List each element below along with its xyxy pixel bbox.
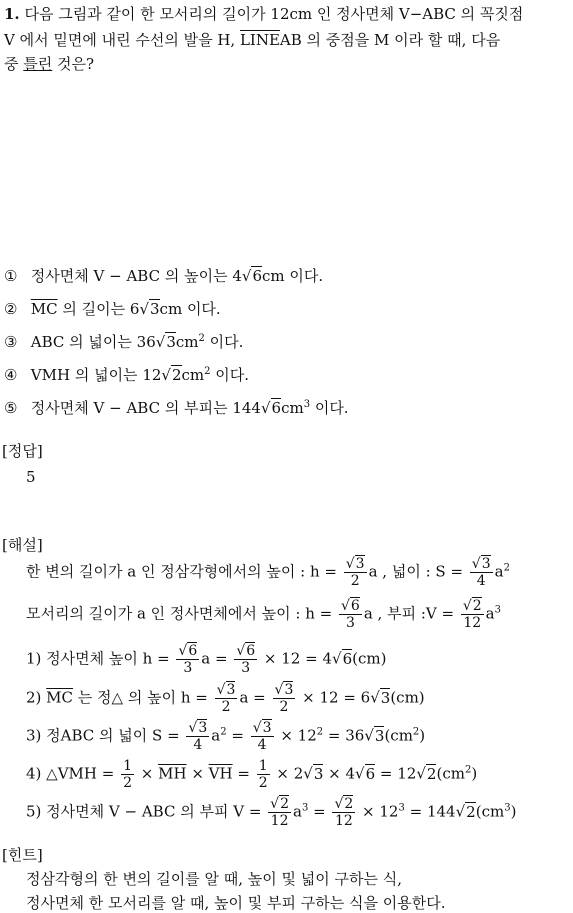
choice-5: ⑤ 정사면체 V − ABC 의 부피는 $144√6cm^3$ 이다. bbox=[4, 399, 349, 417]
choice-2-radicand: 3 bbox=[150, 300, 160, 318]
fraction: $\frac{√2}{12}$ bbox=[270, 796, 289, 829]
question-line-1 bbox=[4, 4, 523, 24]
choice-4: ④ VMH 의 넓이는 $12√2cm^2$ 이다. bbox=[4, 366, 250, 384]
underlined-word: 틀린 bbox=[23, 55, 53, 73]
question-text-2a: V 에서 밑면에 내린 수선의 발을 H, bbox=[4, 31, 240, 49]
step1-d: (cm) bbox=[352, 649, 387, 668]
choice-4-radicand: 2 bbox=[171, 366, 182, 384]
step5-a: 5) 정사면체 V − ABC 의 부피 V = bbox=[26, 802, 267, 821]
choice-4-tail: 이다. bbox=[210, 366, 250, 384]
step3-f: (cm bbox=[384, 726, 413, 745]
choice-4-post: cm bbox=[181, 366, 205, 384]
hint-line-1: 정삼각형의 한 변의 길이를 알 때, 높이 및 넓이 구하는 식, bbox=[26, 870, 402, 888]
choice-3-post: cm bbox=[175, 333, 199, 351]
choice-1-post: cm 이다. bbox=[261, 267, 324, 285]
step3-d: × 12 bbox=[275, 726, 317, 745]
fraction: $\frac{√2}{12}$ bbox=[462, 598, 482, 631]
step4-segment-vh: $\overline{VH}$ bbox=[208, 764, 233, 783]
step3-a: 3) 정ABC 의 넓이 S = bbox=[26, 726, 185, 745]
step4-d: = bbox=[232, 764, 255, 783]
step1-c: × 12 = 4 bbox=[259, 649, 332, 668]
choice-1-pre: 정사면체 V − ABC 의 높이는 4 bbox=[30, 267, 242, 285]
step5-f: (cm bbox=[475, 802, 505, 821]
explanation-step-5: 5) 정사면체 V − ABC 의 부피 V = $\frac{√2}{12}$ $a^3$ = $\frac{√2}{12}$ × $12^3 = 144√2(cm^3)$ bbox=[26, 796, 517, 829]
question-text-1: 다음 그림과 같이 한 모서리의 길이가 12cm 인 정사면체 V−ABC 의 꼭짓점 bbox=[24, 5, 524, 23]
fraction: $\frac{1}{2}$ bbox=[258, 758, 268, 791]
step4-c: × bbox=[186, 764, 209, 783]
step4-segment-mh: $\overline{MH}$ bbox=[158, 764, 187, 783]
choice-5-mark: ⑤ bbox=[4, 399, 18, 417]
choice-3: ③ ABC 의 넓이는 $36√3cm^2$ 이다. bbox=[4, 333, 244, 351]
explanation-step-1: 1) 정사면체 높이 h = $\frac{√6}{3}$ a = $\frac{√6}{3}$ × 12 = 4√6(cm) bbox=[26, 643, 387, 676]
explanation-line-2: 모서리의 길이가 a 인 정사면체에서 높이 : h = $\frac{√6}{3}$ a , 부피 :V = $\frac{√2}{12}$ $a^3$ bbox=[26, 598, 501, 631]
choice-4-exponent: 2 bbox=[204, 366, 211, 377]
question-number: 1. bbox=[4, 5, 20, 23]
choice-3-exponent: 2 bbox=[198, 333, 205, 344]
fraction: $\frac{√3}{4}$ bbox=[188, 720, 208, 753]
choice-1-mark: ① bbox=[4, 267, 18, 285]
step5-b: a bbox=[293, 802, 302, 821]
choice-4-mark: ④ bbox=[4, 366, 18, 384]
step3-g: ) bbox=[419, 726, 426, 745]
fraction: $\frac{√3}{2}$ bbox=[216, 682, 236, 715]
exp2-a: 모서리의 길이가 a 인 정사면체에서 높이 : h = bbox=[26, 604, 337, 623]
question-line-3 bbox=[4, 54, 94, 74]
step2-e: (cm) bbox=[390, 688, 425, 707]
question-text-2b: AB 의 중점을 M 이라 할 때, 다음 bbox=[279, 31, 501, 49]
step3-c: = bbox=[226, 726, 249, 745]
fraction: $\frac{√3}{4}$ bbox=[252, 720, 272, 753]
step1-a: 1) 정사면체 높이 h = bbox=[26, 649, 175, 668]
step1-b: a = bbox=[201, 649, 233, 668]
choice-5-pre: 정사면체 V − ABC 의 부피는 144 bbox=[30, 399, 261, 417]
step5-c: = bbox=[308, 802, 331, 821]
question-line-2 bbox=[4, 30, 500, 50]
explanation-step-4: 4) △VMH = $\frac{1}{2}$ × $\overline{MH} \times \overline{VH}$ = $\frac{1}{2}$ × $2√3 \times 4√6 = 12√2(cm^2)$ bbox=[26, 758, 478, 791]
choice-3-mark: ③ bbox=[4, 333, 18, 351]
step2-a: 2) bbox=[26, 688, 47, 707]
choice-5-exponent: 3 bbox=[303, 399, 311, 410]
fraction: $\frac{√3}{2}$ bbox=[345, 556, 365, 589]
explanation-label: [해설] bbox=[2, 536, 43, 554]
choice-1-radicand: 6 bbox=[252, 267, 262, 285]
fraction: $\frac{√3}{4}$ bbox=[471, 556, 491, 589]
hint-label: [힌트] bbox=[2, 846, 43, 864]
exp1-a: 한 변의 길이가 a 인 정삼각형에서의 높이 : h = bbox=[26, 562, 342, 581]
fraction: $\frac{1}{2}$ bbox=[123, 758, 132, 791]
choice-3-pre: ABC 의 넓이는 36 bbox=[30, 333, 156, 351]
explanation-step-2: 2) $\overline{MC}$ 는 정△ 의 높이 h = $\frac{√3}{2}$ a = $\frac{√3}{2}$ × 12 = 6√3(cm) bbox=[26, 682, 425, 715]
fraction: $\frac{√3}{2}$ bbox=[274, 682, 294, 715]
step4-b: × bbox=[136, 764, 159, 783]
exp2-c: a bbox=[485, 604, 495, 623]
fraction: $\frac{√2}{12}$ bbox=[334, 796, 354, 829]
step4-e: × 2 bbox=[271, 764, 304, 783]
choice-5-radicand: 6 bbox=[271, 399, 282, 417]
step5-g: ) bbox=[510, 802, 517, 821]
choice-4-pre: VMH 의 넓이는 12 bbox=[30, 366, 162, 384]
choice-2-segment: $\overline{MC}$ bbox=[30, 300, 58, 318]
step4-f: × 4 bbox=[323, 764, 356, 783]
choice-5-post: cm bbox=[281, 399, 304, 417]
step4-h: (cm bbox=[436, 764, 465, 783]
step2-b: 는 정△ 의 높이 h = bbox=[73, 688, 213, 707]
fraction: $\frac{√6}{3}$ bbox=[178, 643, 198, 676]
hint-line-2: 정사면체 한 모서리를 알 때, 높이 및 부피 구하는 식을 이용한다. bbox=[26, 894, 446, 912]
step3-b: a bbox=[211, 726, 221, 745]
choice-2: ② $\overline{MC}$ 의 길이는 6√3cm 이다. bbox=[4, 300, 221, 318]
answer-value: 5 bbox=[26, 468, 36, 486]
answer-label: [정답] bbox=[2, 442, 43, 460]
step2-d: × 12 = 6 bbox=[297, 688, 371, 707]
overline-line: LINE bbox=[239, 31, 280, 49]
step5-e: = 144 bbox=[404, 802, 456, 821]
choice-1: ① 정사면체 V − ABC 의 높이는 4√6cm 이다. bbox=[4, 267, 324, 285]
question-text-3b: 것은? bbox=[52, 55, 95, 73]
step2-segment: $\overline{MC}$ bbox=[46, 688, 74, 707]
explanation-line-1: 한 변의 길이가 a 인 정삼각형에서의 높이 : h = $\frac{√3}{2}$ a , 넓이 : S = $\frac{√3}{4}$ $a^2$ bbox=[26, 556, 510, 589]
exp1-b: a , 넓이 : S = bbox=[368, 562, 468, 581]
choice-2-mark: ② bbox=[4, 300, 18, 318]
fraction: $\frac{√6}{3}$ bbox=[340, 598, 360, 631]
exp2-b: a , 부피 :V = bbox=[363, 604, 459, 623]
exp1-c: a bbox=[494, 562, 504, 581]
choice-5-tail: 이다. bbox=[310, 399, 349, 417]
choice-3-radicand: 3 bbox=[166, 333, 176, 351]
step3-e: = 36 bbox=[323, 726, 365, 745]
fraction: $\frac{√6}{3}$ bbox=[236, 643, 256, 676]
step4-a: 4) △VMH = bbox=[26, 764, 120, 783]
step4-g: = 12 bbox=[375, 764, 417, 783]
question-text-3a: 중 bbox=[4, 55, 24, 73]
choice-2-post: cm 이다. bbox=[159, 300, 221, 318]
explanation-step-3: 3) 정ABC 의 넓이 S = $\frac{√3}{4}$ $a^2$ = $\frac{√3}{4}$ × $12^2 = 36√3(cm^2)$ bbox=[26, 720, 426, 753]
choice-2-pre: 의 길이는 6 bbox=[57, 300, 140, 318]
choice-3-tail: 이다. bbox=[204, 333, 244, 351]
step4-i: ) bbox=[471, 764, 478, 783]
step5-d: × 12 bbox=[357, 802, 399, 821]
step2-c: a = bbox=[239, 688, 271, 707]
